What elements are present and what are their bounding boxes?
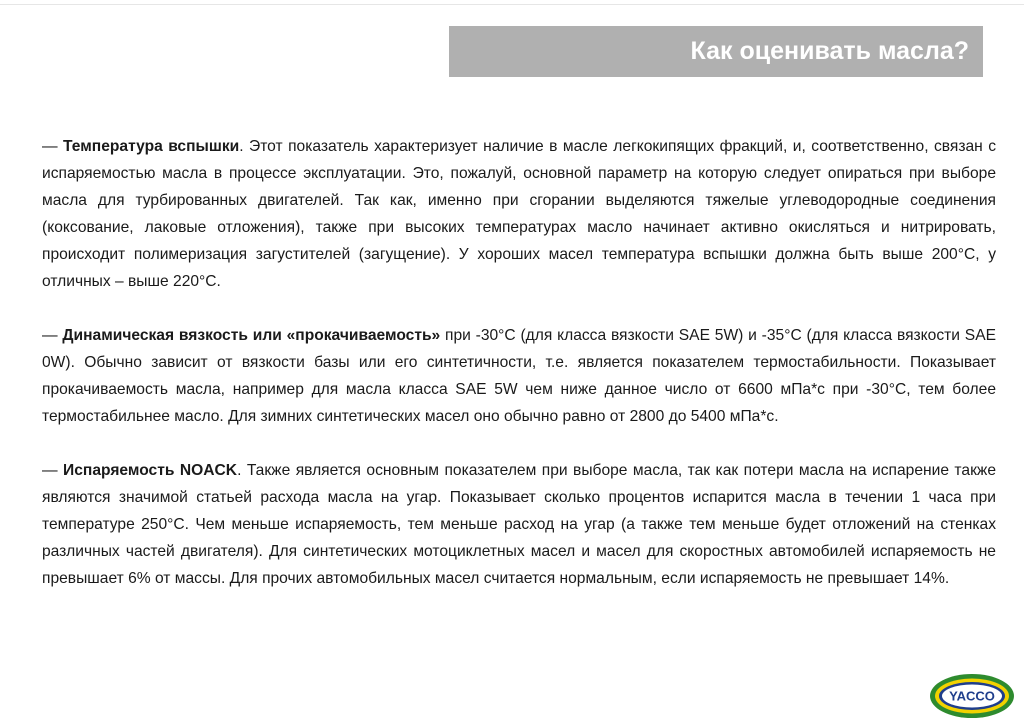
paragraph-text: . Этот показатель характеризует наличие в масле легкокипящих фракций, и, соответственно, связан с испаряемостью масла в процессе эксплуатации. Это, пожалуй, основной параметр на которую следует опираться при выборе масла для турбированных двигателей. Так как, именно при сгорании выделяются тяжелые углеводородные соединения (коксование, лаковые отложения), также при высоких температурах масло начинает активно окисляться и нитрировать, происходит полимеризация загустителей (загущение). У хороших масел температура вспышки должна быть выше 200°С, у отличных – выше 220°С.	[42, 138, 996, 290]
title-banner	[449, 26, 983, 77]
paragraph-text: . Также является основным показателем при выборе масла, так как потери масла на испарение также являются значимой статьей расхода масла на угар. Показывает сколько процентов испарится масла в течении 1 часа при температуре 250°С. Чем меньше испаряемость, тем меньше расход на угар (а также тем меньше будет отложений на стенках различных частей двигателя). Для синтетических мотоциклетных масел и масел для скоростных автомобилей испаряемость не превышает 6% от массы. Для прочих автомобильных масел считается нормальным, если испаряемость не превышает 14%.	[42, 462, 996, 587]
paragraph-dash: —	[42, 327, 63, 344]
term-noack: Испаряемость NOACK	[63, 462, 238, 479]
logo-text: YACCO	[949, 688, 995, 704]
body-text	[42, 133, 996, 619]
paragraph-text: при -30°С (для класса вязкости SAE 5W) и -35°С (для класса вязкости SAE 0W). Обычно зависит от вязкости базы или его синтетичности, т.е. является показателем термостабильности. Показывает прокачиваемость масла, например для масла класса SAE 5W чем ниже данное число от 6600 мПа*с при -30°С, тем более термостабильнее масло. Для зимних синтетических масел оно обычно равно от 2800 до 5400 мПа*с.	[42, 327, 997, 425]
yacco-logo	[928, 672, 1016, 720]
paragraph-dash: —	[42, 462, 64, 479]
paragraph-flash-point	[42, 133, 996, 295]
term-dynamic-viscosity: Динамическая вязкость или «прокачиваемость»	[62, 327, 441, 344]
paragraph-noack	[42, 457, 996, 592]
paragraph-dash: —	[42, 138, 64, 155]
paragraph-dynamic-viscosity	[42, 322, 996, 430]
page-title: Как оценивать масла?	[690, 37, 969, 65]
term-flash-point: Температура вспышки	[63, 138, 240, 155]
top-divider	[0, 4, 1024, 5]
